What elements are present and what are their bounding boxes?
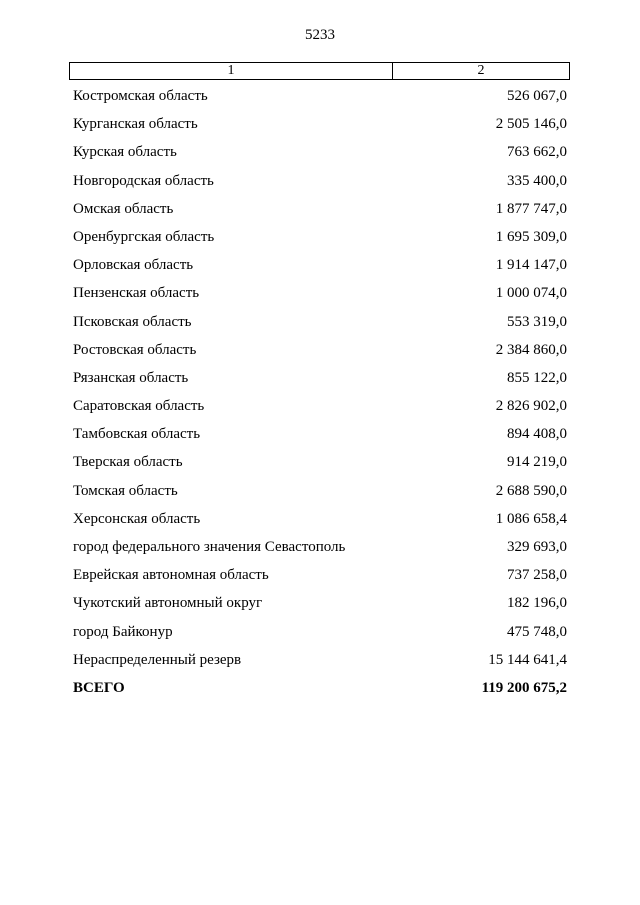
region-name: Нераспределенный резерв — [73, 651, 242, 668]
table-row — [73, 142, 567, 170]
region-value: 1 695 309,0 — [495, 228, 567, 245]
region-name: Оренбургская область — [73, 228, 215, 245]
region-name: Орловская область — [73, 257, 194, 274]
region-name: город федерального значения Севастополь — [73, 539, 346, 555]
table-row — [73, 396, 567, 424]
column-header-2: 2 — [477, 63, 485, 78]
region-value: 1 086 658,4 — [495, 510, 567, 527]
region-value: 855 122,0 — [507, 369, 567, 386]
region-name: Новгородская область — [73, 172, 214, 189]
region-name: Рязанская область — [73, 369, 189, 386]
table-row — [73, 227, 567, 255]
region-name: Пензенская область — [73, 285, 200, 302]
page-number: 5233 — [305, 27, 335, 43]
region-name: Тамбовская область — [73, 426, 201, 443]
table-row — [73, 650, 567, 678]
table-row — [73, 452, 567, 480]
column-header-1: 1 — [70, 63, 393, 79]
region-value: 2 505 146,0 — [495, 116, 567, 133]
table-row — [73, 340, 567, 368]
table-row — [73, 171, 567, 199]
table-header — [69, 62, 570, 80]
region-value: 526 067,0 — [507, 88, 567, 104]
region-name: Омская область — [73, 200, 174, 217]
region-value: 763 662,0 — [507, 144, 567, 161]
region-name: город Байконур — [73, 623, 173, 640]
table-row — [73, 255, 567, 283]
table-row — [73, 86, 567, 114]
region-name: Тверская область — [73, 454, 183, 471]
table-row — [73, 622, 567, 650]
region-name: Еврейская автономная область — [73, 567, 269, 584]
region-name: Томская область — [73, 482, 178, 499]
region-value: 1 877 747,0 — [495, 200, 567, 217]
table-row — [73, 368, 567, 396]
table-row — [73, 537, 567, 565]
table-row — [73, 283, 567, 311]
region-value: 914 219,0 — [507, 454, 567, 471]
region-value: 2 826 902,0 — [495, 398, 567, 415]
region-name: Ростовская область — [73, 341, 197, 358]
region-value: 329 693,0 — [507, 539, 567, 555]
region-value: 1 914 147,0 — [495, 257, 567, 274]
table-row — [73, 593, 567, 621]
region-value: 2 688 590,0 — [495, 482, 567, 499]
region-value: 553 319,0 — [507, 313, 567, 330]
region-name: Курская область — [73, 144, 177, 161]
table-row — [73, 312, 567, 340]
total-value: 119 200 675,2 — [481, 679, 567, 696]
region-value: 894 408,0 — [507, 426, 567, 443]
region-value: 1 000 074,0 — [495, 285, 567, 302]
region-name: Чукотский автономный округ — [73, 595, 263, 612]
table-row — [73, 565, 567, 593]
region-name: Костромская область — [73, 88, 208, 104]
region-value: 335 400,0 — [507, 172, 567, 189]
region-value: 475 748,0 — [507, 623, 567, 640]
region-value: 2 384 860,0 — [495, 341, 567, 358]
table-row — [73, 199, 567, 227]
table-row — [73, 481, 567, 509]
total-label: ВСЕГО — [73, 679, 125, 696]
table-row — [73, 424, 567, 452]
region-value: 182 196,0 — [507, 595, 567, 612]
total-row — [73, 678, 567, 706]
region-name: Курганская область — [73, 116, 198, 133]
region-name: Псковская область — [73, 313, 192, 330]
region-name: Херсонская область — [73, 510, 201, 527]
region-name: Саратовская область — [73, 398, 205, 415]
region-value: 15 144 641,4 — [488, 651, 567, 668]
table-row — [73, 114, 567, 142]
table-row — [73, 509, 567, 537]
table-body — [73, 86, 567, 706]
region-value: 737 258,0 — [507, 567, 567, 584]
